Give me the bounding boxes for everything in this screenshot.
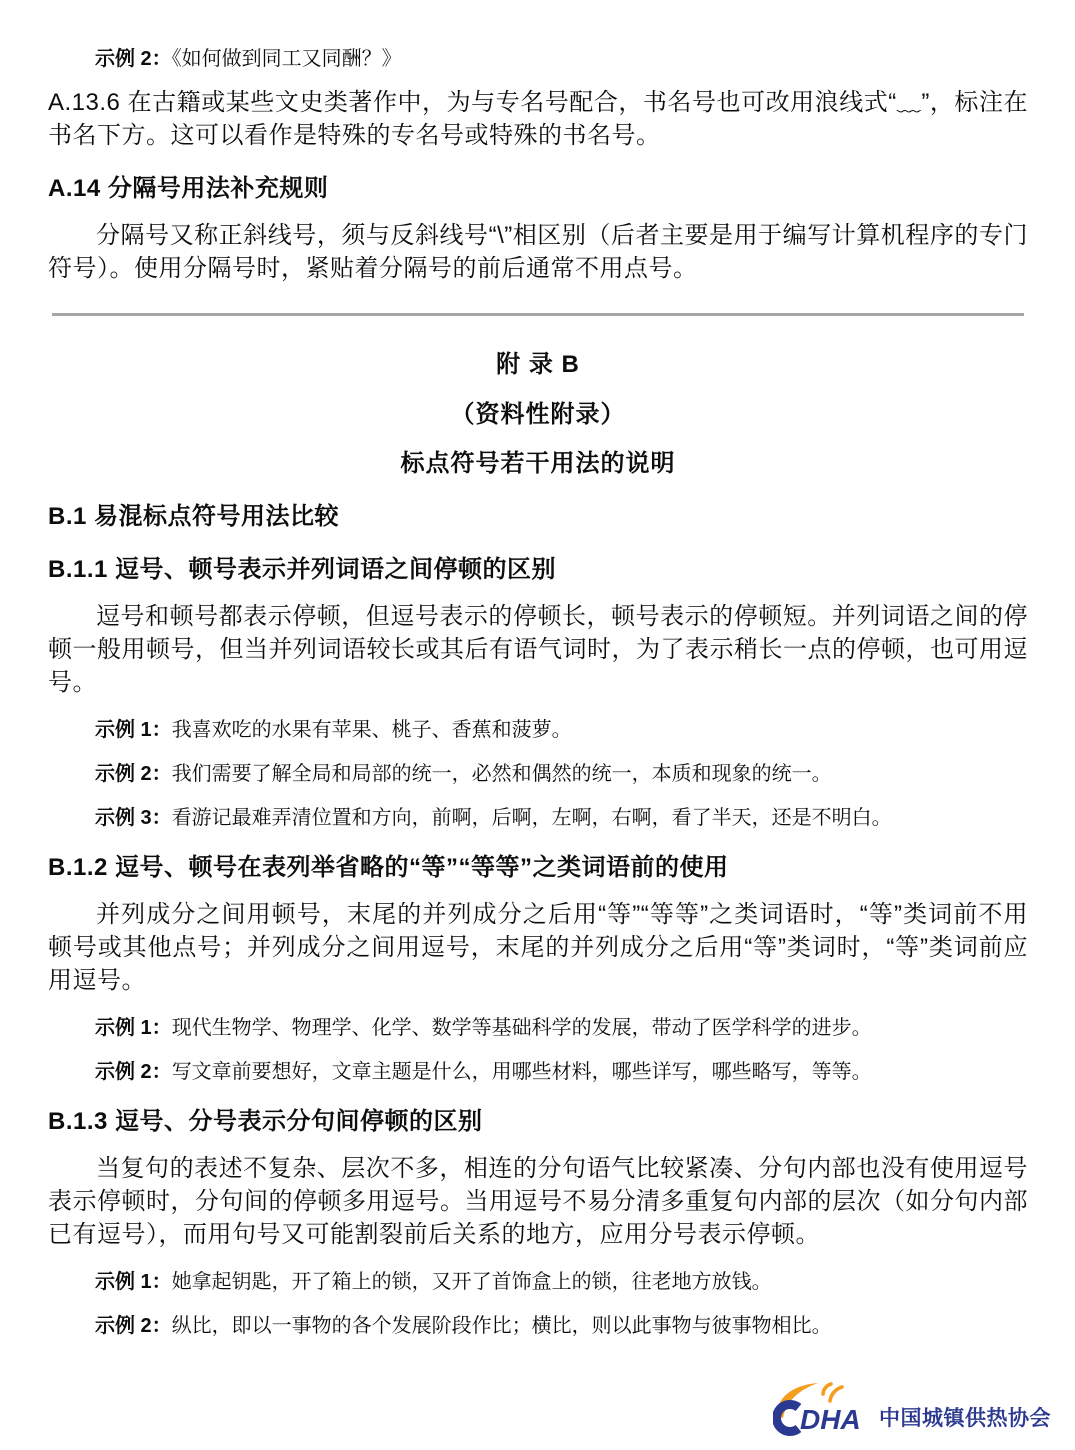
paragraph-a136: A.13.6 在古籍或某些文史类著作中，为与专名号配合，书名号也可改用浪线式“﹏”，标注在书名下方。这可以看作是特殊的专名号或特殊的书名号。 <box>48 89 1028 149</box>
example-label: 示例 1： <box>95 719 172 741</box>
example-line <box>95 761 1028 787</box>
example-label: 示例 2： <box>95 48 172 70</box>
example-label: 示例 3： <box>95 807 172 829</box>
example-label: 示例 2： <box>95 1061 172 1083</box>
logo-c-icon <box>777 1405 799 1432</box>
example-text: 我喜欢吃的水果有苹果、桃子、香蕉和菠萝。 <box>171 719 572 741</box>
example-text: 《如何做到同工又同酬？》 <box>171 48 402 70</box>
heading-b11: B.1.1 逗号、顿号表示并列词语之间停顿的区别 <box>48 556 557 583</box>
heading-b13: B.1.3 逗号、分号表示分句间停顿的区别 <box>48 1108 483 1135</box>
example-label: 示例 2： <box>95 763 172 785</box>
example-text: 我们需要了解全局和局部的统一，必然和偶然的统一，本质和现象的统一。 <box>171 763 832 785</box>
example-line <box>95 1269 1028 1295</box>
paragraph-b13: 当复句的表述不复杂、层次不多，相连的分句语气比较紧凑、分句内部也没有使用逗号表示停顿时，分句间的停顿多用逗号。当用逗号不易分清多重复句内部的层次（如分句内部已有逗号），而用句号又可能割裂前后关系的地方，应用分号表示停顿。 <box>48 1155 1028 1248</box>
appendix-subject: 标点符号若干用法的说明 <box>400 450 676 477</box>
example-text: 看游记最难弄清位置和方向，前啊，后啊，左啊，右啊，看了半天，还是不明白。 <box>171 807 892 829</box>
logo-org-name: 中国城镇供热协会 <box>879 1407 1051 1430</box>
heading-a14: A.14 分隔号用法补充规则 <box>48 175 329 202</box>
example-line <box>95 717 1028 743</box>
example-line <box>95 1313 1028 1339</box>
logo-wave-icon <box>823 1384 831 1394</box>
example-line <box>95 1059 1028 1085</box>
example-label: 示例 1： <box>95 1017 172 1039</box>
example-line <box>95 805 1028 831</box>
example-label: 示例 2： <box>95 1315 172 1337</box>
appendix-subtitle: （资料性附录） <box>450 401 626 428</box>
appendix-title: 附 录 B <box>496 351 580 378</box>
example-label: 示例 1： <box>95 1271 172 1293</box>
example-text: 她拿起钥匙，开了箱上的锁，又开了首饰盒上的锁，往老地方放钱。 <box>171 1271 772 1293</box>
example-line <box>95 1015 1028 1041</box>
paragraph-b12: 并列成分之间用顿号，末尾的并列成分之后用“等”“等等”之类词语时，“等”类词前不用顿号或其他点号；并列成分之间用逗号，末尾的并列成分之后用“等”类词时，“等”类词前应用逗号。 <box>48 901 1028 994</box>
logo-acronym: DHA <box>800 1404 861 1435</box>
example-text: 现代生物学、物理学、化学、数学等基础科学的发展，带动了医学科学的进步。 <box>171 1017 872 1039</box>
logo-wave-icon <box>830 1387 842 1401</box>
paragraph-a14: 分隔号又称正斜线号，须与反斜线号“\”相区别（后者主要是用于编写计算机程序的专门符号）。使用分隔号时，紧贴着分隔号的前后通常不用点号。 <box>48 222 1028 282</box>
paragraph-b11: 逗号和顿号都表示停顿，但逗号表示的停顿长，顿号表示的停顿短。并列词语之间的停顿一般用顿号，但当并列词语较长或其后有语气词时，为了表示稍长一点的停顿，也可用逗号。 <box>48 603 1028 696</box>
cdha-logo-icon <box>773 1380 869 1440</box>
example-text: 写文章前要想好，文章主题是什么，用哪些材料，哪些详写，哪些略写，等等。 <box>171 1061 872 1083</box>
example-text: 纵比，即以一事物的各个发展阶段作比；横比，则以此事物与彼事物相比。 <box>171 1315 832 1337</box>
heading-b1: B.1 易混标点符号用法比较 <box>48 503 340 530</box>
cdha-logo <box>773 1380 1051 1440</box>
example-line <box>95 46 1028 72</box>
section-divider <box>52 313 1024 316</box>
heading-b12: B.1.2 逗号、顿号在表列举省略的“等”“等等”之类词语前的使用 <box>48 854 729 881</box>
